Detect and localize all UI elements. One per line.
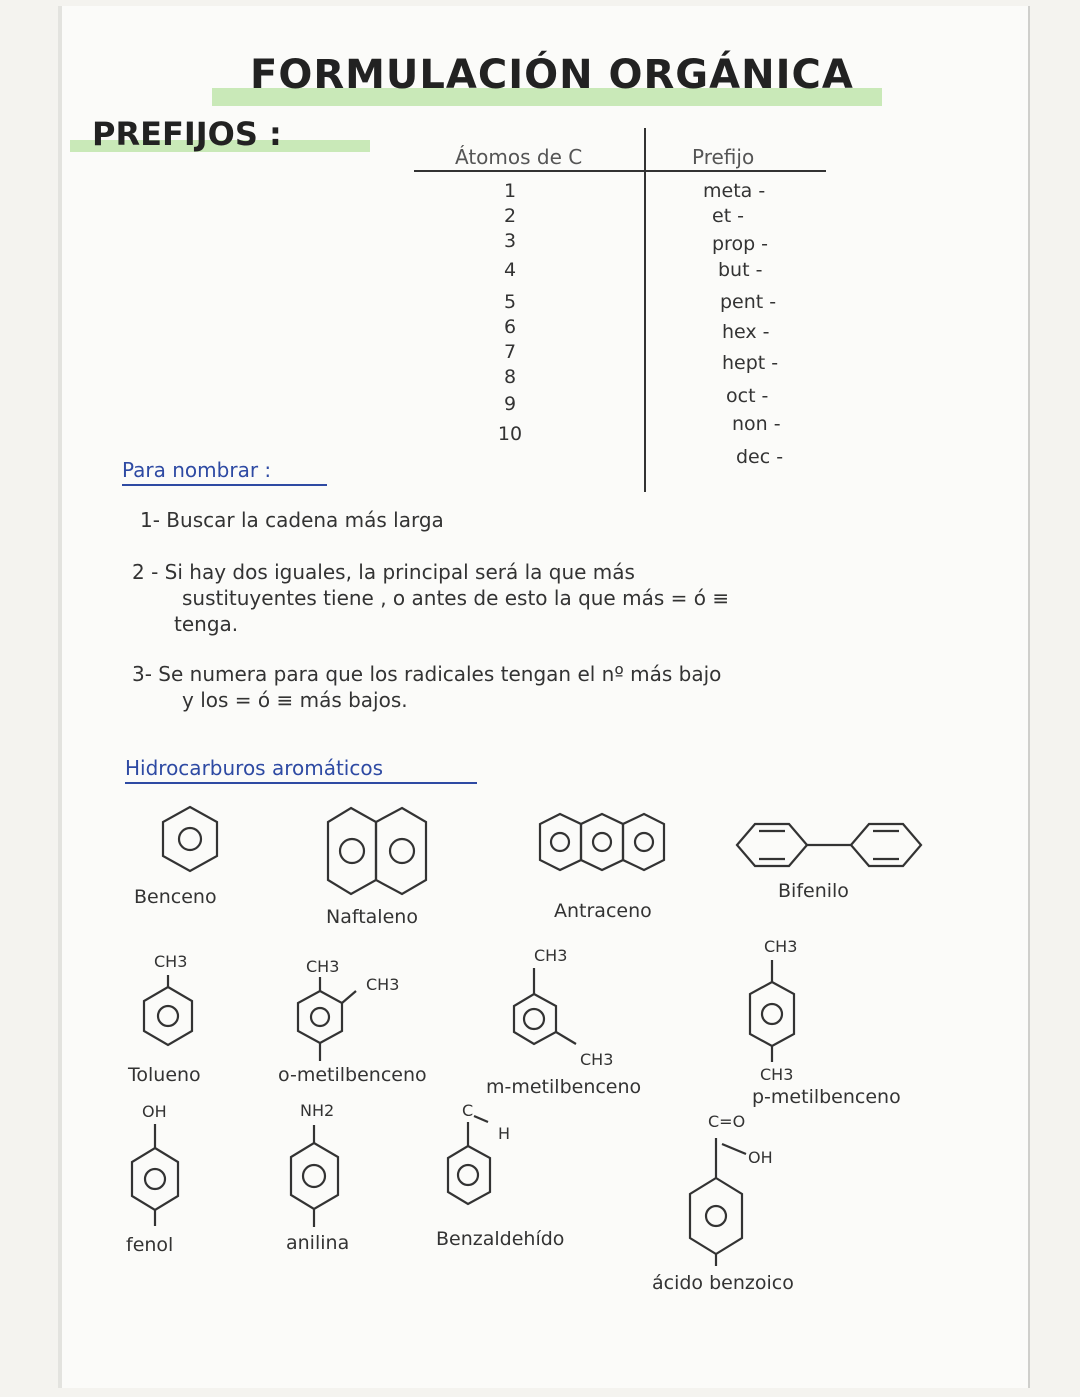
table-header-rule bbox=[414, 170, 826, 172]
aromatics-heading-underline bbox=[125, 782, 477, 784]
tolueno-label: Tolueno bbox=[128, 1064, 201, 1086]
benzoic-acid-structure bbox=[694, 1132, 754, 1268]
atom-count-cell: 10 bbox=[497, 423, 523, 445]
naphthalene-structure bbox=[326, 806, 428, 896]
atom-count-cell: 1 bbox=[503, 180, 517, 202]
naftaleno-label: Naftaleno bbox=[326, 906, 418, 928]
prefix-cell: non - bbox=[732, 413, 781, 435]
p-methylbenzene-structure bbox=[746, 958, 798, 1068]
p-metilbenceno-label: p-metilbenceno bbox=[752, 1086, 901, 1108]
acido-benzoico-label: ácido benzoico bbox=[652, 1272, 794, 1294]
bifenilo-label: Bifenilo bbox=[778, 880, 849, 902]
atom-count-cell: 9 bbox=[503, 393, 517, 415]
naming-heading: Para nombrar : bbox=[122, 458, 272, 482]
atom-count-cell: 3 bbox=[503, 230, 517, 252]
benzaldehido-c: C bbox=[462, 1101, 474, 1120]
acido-benzoico-oh: OH bbox=[748, 1148, 773, 1167]
naming-rule-2-line-1: 2 - Si hay dos iguales, la principal será la que más bbox=[132, 560, 635, 584]
benzene-structure bbox=[160, 805, 220, 875]
anilina-nh2: NH2 bbox=[300, 1101, 335, 1120]
p-metil-ch3-b: CH3 bbox=[760, 1065, 794, 1084]
benzaldehido-h: H bbox=[498, 1124, 511, 1143]
aromatics-heading: Hidrocarburos aromáticos bbox=[125, 756, 384, 780]
biphenyl-structure bbox=[735, 820, 925, 870]
benceno-label: Benceno bbox=[134, 886, 217, 908]
o-metilbenceno-label: o-metilbenceno bbox=[278, 1064, 427, 1086]
m-methylbenzene-structure bbox=[512, 968, 582, 1048]
fenol-label: fenol bbox=[126, 1234, 174, 1256]
naming-rule-2-line-2: sustituyentes tiene , o antes de esto la que más = ó ≡ bbox=[182, 586, 730, 610]
prefix-cell: hex - bbox=[722, 321, 770, 343]
m-metil-ch3-a: CH3 bbox=[534, 946, 568, 965]
prefix-cell: meta - bbox=[703, 180, 766, 202]
prefix-cell: dec - bbox=[736, 446, 784, 468]
naming-rule-1: 1- Buscar la cadena más larga bbox=[140, 508, 444, 532]
prefix-cell: prop - bbox=[712, 233, 769, 255]
naming-heading-underline bbox=[122, 484, 327, 486]
toluene-structure bbox=[140, 975, 196, 1050]
prefixes-heading: PREFIJOS : bbox=[92, 115, 282, 153]
atom-count-cell: 7 bbox=[503, 341, 517, 363]
tolueno-ch3: CH3 bbox=[154, 952, 188, 971]
m-metil-ch3-b: CH3 bbox=[580, 1050, 614, 1069]
prefix-cell: but - bbox=[718, 259, 763, 281]
o-metil-ch3-a: CH3 bbox=[306, 957, 340, 976]
atom-count-cell: 6 bbox=[503, 316, 517, 338]
anilina-label: anilina bbox=[286, 1232, 350, 1254]
table-column-rule bbox=[644, 128, 646, 492]
naming-rule-3-line-1: 3- Se numera para que los radicales tengan el nº más bajo bbox=[132, 662, 722, 686]
atom-count-cell: 4 bbox=[503, 259, 517, 281]
antraceno-label: Antraceno bbox=[554, 900, 652, 922]
anthracene-structure bbox=[538, 812, 666, 872]
benzaldehido-label: Benzaldehído bbox=[436, 1228, 565, 1250]
phenol-structure bbox=[128, 1124, 182, 1230]
column-header-prefix: Prefijo bbox=[692, 145, 755, 169]
prefix-cell: pent - bbox=[720, 291, 777, 313]
page-title: FORMULACIÓN ORGÁNICA bbox=[250, 52, 854, 98]
benzaldehyde-structure bbox=[446, 1108, 502, 1208]
o-methylbenzene-structure bbox=[292, 975, 362, 1063]
page-margin bbox=[58, 6, 62, 1388]
atom-count-cell: 5 bbox=[503, 291, 517, 313]
atom-count-cell: 8 bbox=[503, 366, 517, 388]
p-metil-ch3-a: CH3 bbox=[764, 937, 798, 956]
naming-rule-3-line-2: y los = ó ≡ más bajos. bbox=[182, 688, 408, 712]
fenol-oh: OH bbox=[142, 1102, 167, 1121]
column-header-atoms: Átomos de C bbox=[455, 145, 583, 169]
naming-rule-2-line-3: tenga. bbox=[174, 612, 239, 636]
acido-benzoico-c: C=O bbox=[708, 1112, 746, 1131]
aniline-structure bbox=[288, 1125, 342, 1231]
m-metilbenceno-label: m-metilbenceno bbox=[486, 1076, 642, 1098]
prefix-cell: hept - bbox=[722, 352, 779, 374]
prefix-cell: oct - bbox=[726, 385, 769, 407]
atom-count-cell: 2 bbox=[503, 205, 517, 227]
o-metil-ch3-b: CH3 bbox=[366, 975, 400, 994]
prefix-cell: et - bbox=[712, 205, 745, 227]
